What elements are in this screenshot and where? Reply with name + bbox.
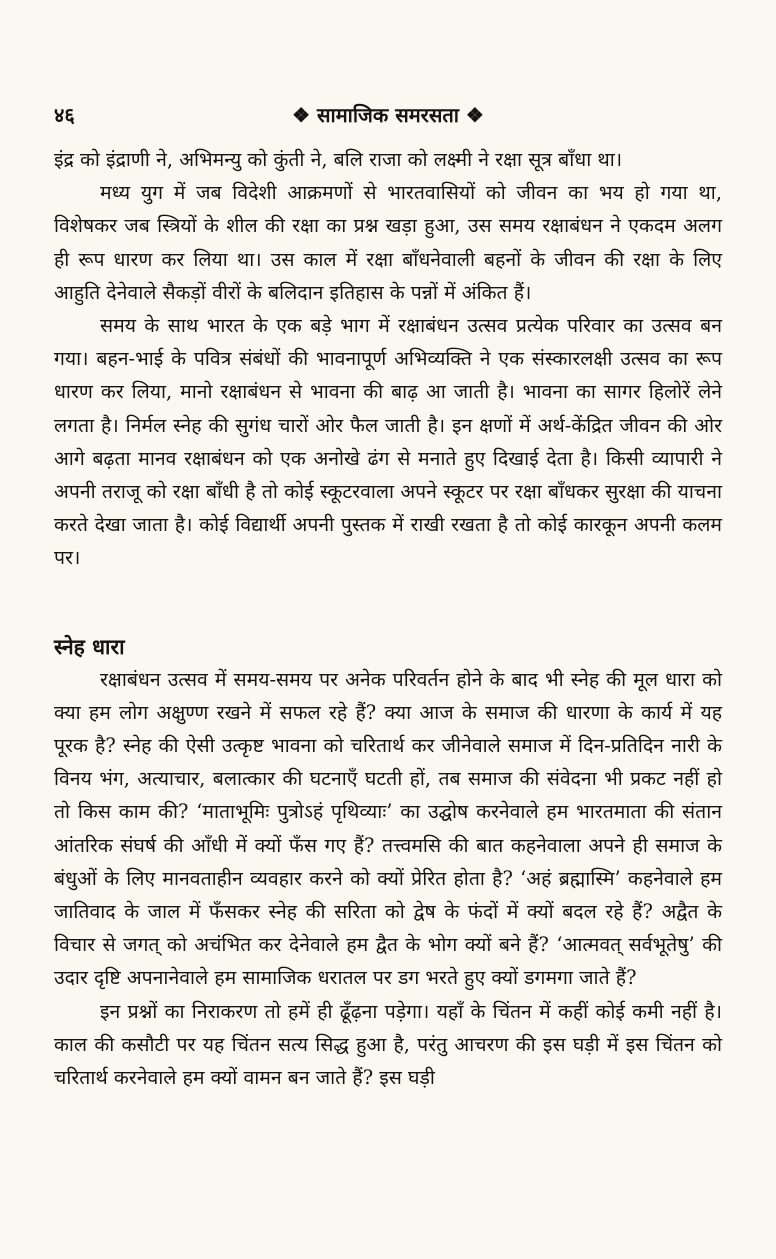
paragraph: समय के साथ भारत के एक बड़े भाग में रक्षाबंधन उत्सव प्रत्येक परिवार का उत्सव बन गया। बहन-भाई के पवित्र संबंधों की भावनापूर्ण अभिव्यक्ति ने एक संस्कारलक्षी उत्सव का रूप धारण कर लिया, मानो रक्षाबंधन से भावना की बाढ़ आ जाती है। भावना का सागर हिलोरें लेने लगता है। निर्मल स्नेह की सुगंध चारों ओर फैल जाती है। इन क्षणों में अर्थ-केंद्रित जीवन की ओर आगे बढ़ता मानव रक्षाबंधन को एक अनोखे ढंग से मनाते हुए दिखाई देता है। किसी व्यापारी ने अपनी तराजू को रक्षा बाँधी है तो कोई स्कूटरवाला अपने स्कूटर पर रक्षा बाँधकर सुरक्षा की याचना करते देखा जाता है। कोई विद्यार्थी अपनी पुस्तक में राखी रखता है तो कोई कारकून अपनी कलम पर। — [54, 314, 722, 570]
page-body — [54, 143, 722, 1094]
paragraph: रक्षाबंधन उत्सव में समय-समय पर अनेक परिवर्तन होने के बाद भी स्नेह की मूल धारा को क्या हम लोग अक्षुण्ण रखने में सफल रहे हैं? क्या आज के समाज की धारणा के कार्य में यह पूरक है? स्नेह की ऐसी उत्कृष्ट भावना को चरितार्थ कर जीनेवाले समाज में दिन-प्रतिदिन नारी के विनय भंग, अत्याचार, बलात्कार की घटनाएँ घटती हों, तब समाज की संवेदना भी प्रकट नहीं हो तो किस काम की? ‘माताभूमिः पुत्रोऽहं पृथिव्याः’ का उद्घोष करनेवाले हम भारतमाता की संतान आंतरिक संघर्ष की आँधी में क्यों फँस गए हैं? तत्त्वमसि की बात कहनेवाला अपने ही समाज के बंधुओं के लिए मानवताहीन व्यवहार करने को क्यों प्रेरित होता है? ‘अहं ब्रह्मास्मि’ कहनेवाले हम जातिवाद के जाल में फँसकर स्नेह की सरिता को द्वेष के फंदों में क्यों बदल रहे हैं? अद्वैत के विचार से जगत् को अचंभित कर देनेवाले हम द्वैत के भोग क्यों बने हैं? ‘आत्मवत् सर्वभूतेषु’ की उदार दृष्टि अपनानेवाले हम सामाजिक धरातल पर डग भरते हुए क्यों डगमगा जाते हैं? — [54, 667, 722, 990]
section-spacer — [54, 575, 722, 630]
section-heading: स्नेह धारा — [54, 633, 125, 659]
paragraph: मध्य युग में जब विदेशी आक्रमणों से भारतवासियों को जीवन का भय हो गया था, विशेषकर जब स्त्रियों के शील की रक्षा का प्रश्न खड़ा हुआ, उस समय रक्षाबंधन ने एकदम अलग ही रूप धारण कर लिया था। उस काल में रक्षा बाँधनेवाली बहनों के जीवन की रक्षा के लिए आहुति देनेवाले सैकड़ों वीरों के बलिदान इतिहास के पन्नों में अंकित हैं। — [54, 181, 722, 304]
page-number: ४६ — [54, 103, 75, 127]
paragraph-continued: इंद्र को इंद्राणी ने, अभिमन्यु को कुंती ने, बलि राजा को लक्ष्मी ने रक्षा सूत्र बाँधा था। — [54, 148, 623, 171]
running-title: ❖ सामाजिक समरसता ❖ — [292, 103, 484, 127]
page-header — [54, 101, 722, 127]
paragraph: इन प्रश्नों का निराकरण तो हमें ही ढूँढ़ना पड़ेगा। यहाँ के चिंतन में कहीं कोई कमी नहीं है। काल की कसौटी पर यह चिंतन सत्य सिद्ध हुआ है, परंतु आचरण की इस घड़ी में इस चिंतन को चरितार्थ करनेवाले हम क्यों वामन बन जाते हैं? इस घड़ी — [54, 999, 722, 1090]
